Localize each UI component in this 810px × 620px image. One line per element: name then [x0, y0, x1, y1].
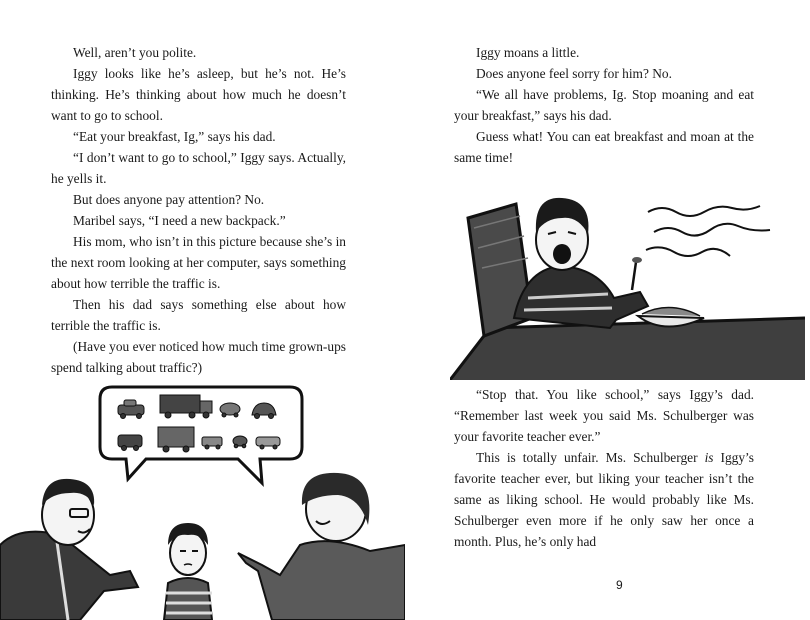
paragraph: “Eat your breakfast, Ig,” says his dad.	[73, 129, 276, 144]
paragraph: “We all have problems, Ig. Stop moaning and eat your breakfast,” says his dad.	[454, 87, 754, 123]
woman-figure	[238, 473, 405, 620]
paragraph: Maribel says, “I need a new backpack.”	[73, 213, 286, 228]
emphasis-text: is	[704, 450, 714, 465]
paragraph: Well, aren’t you polite.	[73, 45, 197, 60]
paragraph: (Have you ever noticed how much time grown-ups spend talking about traffic?)	[51, 339, 346, 375]
iggy-figure	[164, 523, 212, 620]
paragraph: Iggy looks like he’s asleep, but he’s not. He’s thinking. He’s thinking about how much he doesn’t want to go to school.	[51, 66, 346, 123]
dad-figure	[0, 479, 138, 620]
paragraph: Then his dad says something else about how terrible the traffic is.	[51, 297, 346, 333]
family-traffic-illustration	[0, 375, 405, 620]
text-segment: Iggy’s favorite teacher ever, but liking your teacher isn’t the same as liking school. He would probably like Ms. Schulberger even more if he only saw her once a month. Plus, he’s only had	[454, 450, 754, 549]
paragraph	[454, 447, 754, 552]
page-number: 9	[616, 578, 623, 592]
paragraph: “I don’t want to go to school,” Iggy says. Actually, he yells it.	[51, 150, 346, 186]
paragraph: Guess what! You can eat breakfast and moan at the same time!	[454, 129, 754, 165]
text-segment: This is totally unfair. Ms. Schulberger	[476, 450, 705, 465]
right-page	[405, 0, 810, 620]
paragraph: Does anyone feel sorry for him? No.	[476, 66, 672, 81]
paragraph: Iggy moans a little.	[476, 45, 580, 60]
iggy-moaning-breakfast-illustration	[450, 168, 805, 380]
paragraph: “Stop that. You like school,” says Iggy’s dad. “Remember last week you said Ms. Schulberger was your favorite teacher ever.”	[454, 387, 754, 444]
paragraph: But does anyone pay attention? No.	[73, 192, 265, 207]
paragraph: His mom, who isn’t in this picture because she’s in the next room looking at her computer, says something about how terrible the traffic is.	[51, 234, 346, 291]
